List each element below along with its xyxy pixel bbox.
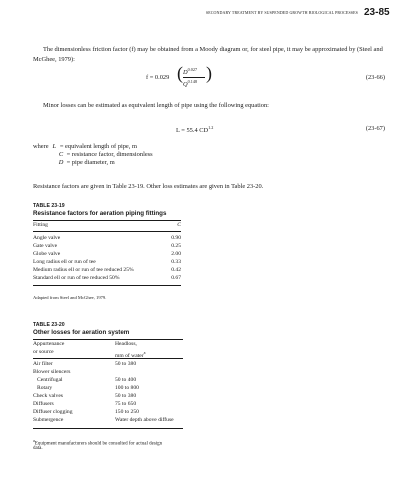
paragraph-friction-factor: The dimensionless friction factor (f) may be obtained from a Moody diagram or, for steel pipe, it may be approximated by (Steel and McGhee, 1979): [33, 46, 383, 63]
column-header-headloss: Headloss, [115, 341, 137, 347]
definition-symbol: C [58, 151, 64, 158]
units-text: mm of water [115, 352, 144, 359]
equation-23-66-lhs: f = 0.029 [146, 74, 170, 81]
table-row [33, 275, 181, 283]
cell-fitting: Medium radius ell or run of tee reduced 25% [33, 267, 134, 273]
equation-number-23-67: (23-67) [365, 125, 385, 132]
cell-c: 2.00 [171, 251, 181, 257]
cell-appurtenance: Centrifugal [37, 377, 63, 383]
variable-definitions [33, 143, 153, 167]
table-row [33, 235, 181, 243]
cell-headloss: 75 to 650 [115, 401, 137, 407]
equation-denominator [183, 79, 197, 88]
fraction-bar [183, 77, 205, 78]
cell-c: 0.33 [171, 259, 181, 265]
cell-headloss: 50 to 380 [115, 361, 137, 367]
table-row [33, 267, 181, 275]
equation-23-67-body: L = 55.4 CD [176, 127, 209, 135]
table-row [33, 243, 181, 251]
column-header-source: or source [33, 349, 54, 355]
table-top-rule [33, 339, 183, 340]
cell-appurtenance: Blower silencers [33, 369, 71, 375]
cell-headloss: 100 to 800 [115, 385, 139, 391]
cell-fitting: Globe valve [33, 251, 61, 257]
table-row [33, 259, 181, 267]
column-header-appurtenance: Appurtenance [33, 341, 65, 347]
table-23-20-title: Other losses for aeration system [33, 329, 130, 336]
column-header-fitting: Fitting [33, 222, 48, 228]
equation-right-paren: ) [206, 63, 212, 83]
cell-headloss: 150 to 250 [115, 409, 139, 415]
table-header-rule [33, 358, 183, 359]
cell-c: 0.42 [171, 267, 181, 273]
running-head: SECONDARY TREATMENT BY SUSPENDED GROWTH BIOLOGICAL PROCESSES [205, 10, 358, 15]
column-header-c: C [177, 222, 181, 228]
table-bottom-rule [33, 285, 181, 286]
cell-fitting: Gate valve [33, 243, 58, 249]
denominator-base: Q [183, 81, 188, 89]
cell-headloss: 50 to 380 [115, 393, 137, 399]
equation-23-67 [176, 125, 213, 134]
cell-appurtenance: Rotary [37, 385, 53, 391]
paragraph-table-reference: Resistance factors are given in Table 23-19. Other loss estimates are given in Table 23-20. [33, 183, 264, 190]
where-label: where [33, 143, 49, 150]
footnote-marker: a [143, 350, 146, 355]
definition-row [33, 159, 153, 167]
definition-row [33, 151, 153, 159]
table-row [33, 251, 181, 259]
equation-23-67-exponent: 1.2 [208, 125, 214, 130]
cell-fitting: Angle valve [33, 235, 61, 241]
footnote-marker: a [33, 438, 35, 443]
table-footnote [33, 438, 162, 447]
cell-appurtenance: Air filter [33, 361, 53, 367]
numerator-exponent: 0.027 [187, 67, 198, 72]
cell-appurtenance: Check valves [33, 393, 63, 399]
equation-left-paren: ( [177, 63, 183, 83]
table-23-20-label: TABLE 23-20 [33, 322, 65, 328]
cell-fitting: Standard ell or run of tee reduced 50% [33, 275, 120, 281]
numerator-base: D [183, 69, 188, 77]
table-23-19-title: Resistance factors for aeration piping fittings [33, 210, 167, 217]
equation-numerator [183, 67, 197, 76]
definition-symbol: L [52, 143, 57, 150]
cell-appurtenance: Diffuser clogging [33, 409, 73, 415]
cell-c: 0.67 [171, 275, 181, 281]
table-source-note: Adapted from Steel and McGhee, 1979. [33, 295, 107, 300]
equation-number-23-66: (23-66) [365, 74, 385, 81]
cell-headloss: Water depth above diffuse [115, 417, 174, 423]
table-header-rule [33, 231, 181, 232]
definition-row [33, 143, 153, 151]
table-bottom-rule [33, 428, 183, 429]
cell-fitting: Long radius ell or run of tee [33, 259, 96, 265]
cell-appurtenance: Submergence [33, 417, 64, 423]
cell-c: 0.25 [171, 243, 181, 249]
definition-text: = equivalent length of pipe, m [59, 143, 137, 150]
definition-text: = resistance factor, dimensionless [66, 151, 153, 158]
footnote-text: Equipment manufacturers should be consulted for actual design [34, 441, 163, 447]
table-header-row [33, 222, 181, 230]
paragraph-minor-losses: Minor losses can be estimated as equivalent length of pipe using the following equation: [43, 102, 269, 109]
cell-appurtenance: Diffusers [33, 401, 54, 407]
definition-text: = pipe diameter, m [66, 159, 115, 166]
cell-headloss: 50 to 400 [115, 377, 137, 383]
cell-c: 0.90 [171, 235, 181, 241]
table-top-rule [33, 220, 181, 221]
denominator-exponent: 0.148 [187, 79, 198, 84]
definition-symbol: D [58, 159, 64, 166]
page-number: 23-85 [364, 7, 390, 18]
table-footnote-continued: data. [33, 446, 43, 451]
table-23-19-label: TABLE 23-19 [33, 203, 65, 209]
